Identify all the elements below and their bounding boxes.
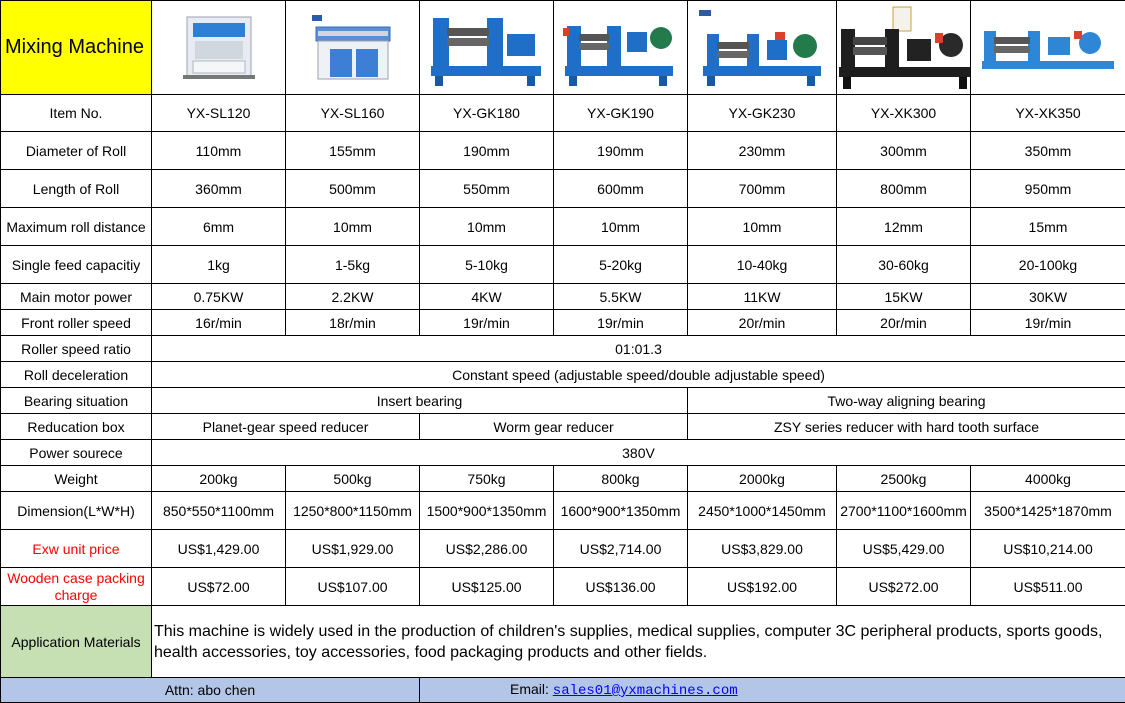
- cell-dimension: 3500*1425*1870mm: [971, 492, 1125, 530]
- cell-weight: 2500kg: [837, 466, 971, 492]
- cell-diameter: 350mm: [971, 132, 1125, 170]
- cell-length: 600mm: [554, 170, 688, 208]
- cell-speed: 16r/min: [152, 310, 286, 336]
- machine-image-5: [688, 1, 837, 95]
- cell-model: YX-XK300: [837, 95, 971, 132]
- row-label: Reducation box: [1, 414, 152, 440]
- machine-image-3: [420, 1, 554, 95]
- row-label: Bearing situation: [1, 388, 152, 414]
- two-roll-mill-blue-icon: [978, 13, 1118, 83]
- row-speed: [1, 310, 1125, 336]
- cell-bearing-twoway: Two-way aligning bearing: [688, 388, 1125, 414]
- row-label: Diameter of Roll: [1, 132, 152, 170]
- cell-speed: 19r/min: [971, 310, 1125, 336]
- cell-packing: US$136.00: [554, 568, 688, 606]
- cell-motor: 11KW: [688, 284, 837, 310]
- cell-motor: 0.75KW: [152, 284, 286, 310]
- cell-length: 800mm: [837, 170, 971, 208]
- row-power: [1, 440, 1125, 466]
- cell-length: 360mm: [152, 170, 286, 208]
- row-label: Single feed capacitiy: [1, 246, 152, 284]
- cell-motor: 5.5KW: [554, 284, 688, 310]
- two-roll-mill-blue-icon: [697, 8, 827, 88]
- image-row: [1, 1, 1125, 95]
- cell-feed: 5-20kg: [554, 246, 688, 284]
- cell-feed: 5-10kg: [420, 246, 554, 284]
- cell-model: YX-GK180: [420, 95, 554, 132]
- cell-motor: 15KW: [837, 284, 971, 310]
- cell-max-distance: 12mm: [837, 208, 971, 246]
- cell-feed: 30-60kg: [837, 246, 971, 284]
- cell-length: 950mm: [971, 170, 1125, 208]
- email-label: Email:: [510, 681, 549, 697]
- cell-diameter: 155mm: [286, 132, 420, 170]
- cell-length: 500mm: [286, 170, 420, 208]
- footer-email: [420, 678, 1125, 703]
- lab-mill-white-blue-icon: [308, 13, 398, 83]
- cell-speed: 20r/min: [837, 310, 971, 336]
- row-label: Weight: [1, 466, 152, 492]
- cell-weight: 750kg: [420, 466, 554, 492]
- cell-length: 550mm: [420, 170, 554, 208]
- row-ratio: [1, 336, 1125, 362]
- application-label: Application Materials: [1, 606, 152, 678]
- cell-packing: US$72.00: [152, 568, 286, 606]
- cell-packing: US$511.00: [971, 568, 1125, 606]
- two-roll-mill-black-icon: [837, 5, 971, 91]
- cell-feed: 10-40kg: [688, 246, 837, 284]
- cell-dimension: 1250*800*1150mm: [286, 492, 420, 530]
- cell-max-distance: 10mm: [688, 208, 837, 246]
- row-diameter: [1, 132, 1125, 170]
- cell-price: US$1,429.00: [152, 530, 286, 568]
- attn-name: abo chen: [197, 682, 256, 698]
- attn-label: Attn:: [164, 682, 194, 698]
- cell-motor: 30KW: [971, 284, 1125, 310]
- cell-dimension: 1500*900*1350mm: [420, 492, 554, 530]
- footer-attn: [1, 678, 420, 703]
- cell-max-distance: 10mm: [286, 208, 420, 246]
- row-label: Dimension(L*W*H): [1, 492, 152, 530]
- cell-motor: 2.2KW: [286, 284, 420, 310]
- two-roll-mill-blue-icon: [427, 8, 547, 88]
- cell-model: YX-SL120: [152, 95, 286, 132]
- cell-model: YX-SL160: [286, 95, 420, 132]
- cell-feed: 1-5kg: [286, 246, 420, 284]
- cell-weight: 4000kg: [971, 466, 1125, 492]
- cell-feed: 20-100kg: [971, 246, 1125, 284]
- cell-reducer-worm: Worm gear reducer: [420, 414, 688, 440]
- cell-model: YX-GK190: [554, 95, 688, 132]
- cell-diameter: 230mm: [688, 132, 837, 170]
- cell-diameter: 300mm: [837, 132, 971, 170]
- footer-row: [1, 678, 1125, 703]
- row-label: Front roller speed: [1, 310, 152, 336]
- cell-feed: 1kg: [152, 246, 286, 284]
- cell-model: YX-GK230: [688, 95, 837, 132]
- cell-weight: 2000kg: [688, 466, 837, 492]
- two-roll-mill-blue-icon: [561, 8, 681, 88]
- cell-speed: 19r/min: [420, 310, 554, 336]
- row-max-distance: [1, 208, 1125, 246]
- cell-max-distance: 10mm: [554, 208, 688, 246]
- machine-image-7: [971, 1, 1125, 95]
- cell-dimension: 2700*1100*1600mm: [837, 492, 971, 530]
- cell-packing: US$107.00: [286, 568, 420, 606]
- cell-diameter: 190mm: [420, 132, 554, 170]
- cell-speed: 20r/min: [688, 310, 837, 336]
- table-title: Mixing Machine: [1, 1, 152, 95]
- cell-max-distance: 10mm: [420, 208, 554, 246]
- cell-deceleration: Constant speed (adjustable speed/double adjustable speed): [152, 362, 1125, 388]
- machine-image-4: [554, 1, 688, 95]
- cell-speed: 19r/min: [554, 310, 688, 336]
- cell-dimension: 2450*1000*1450mm: [688, 492, 837, 530]
- cell-weight: 200kg: [152, 466, 286, 492]
- application-text: This machine is widely used in the production of children's supplies, medical supplies, computer 3C peripheral products, sports goods, health accessories, toy accessories, food packaging products and other fields.: [152, 606, 1125, 678]
- cell-diameter: 190mm: [554, 132, 688, 170]
- row-dimension: [1, 492, 1125, 530]
- row-label: Power sourece: [1, 440, 152, 466]
- row-item-no: [1, 95, 1125, 132]
- row-label: Length of Roll: [1, 170, 152, 208]
- cell-diameter: 110mm: [152, 132, 286, 170]
- cell-packing: US$192.00: [688, 568, 837, 606]
- row-label-packing: Wooden case packing charge: [1, 568, 152, 606]
- row-deceleration: [1, 362, 1125, 388]
- row-bearing: [1, 388, 1125, 414]
- cell-power: 380V: [152, 440, 1125, 466]
- cell-weight: 500kg: [286, 466, 420, 492]
- cell-motor: 4KW: [420, 284, 554, 310]
- row-length: [1, 170, 1125, 208]
- machine-image-2: [286, 1, 420, 95]
- row-weight: [1, 466, 1125, 492]
- row-price: [1, 530, 1125, 568]
- cell-bearing-insert: Insert bearing: [152, 388, 688, 414]
- row-application: [1, 606, 1125, 678]
- cell-speed: 18r/min: [286, 310, 420, 336]
- cell-model: YX-XK350: [971, 95, 1125, 132]
- machine-image-6: [837, 1, 971, 95]
- cell-max-distance: 6mm: [152, 208, 286, 246]
- row-packing: [1, 568, 1125, 606]
- row-label: Roller speed ratio: [1, 336, 152, 362]
- cell-reducer-planet: Planet-gear speed reducer: [152, 414, 420, 440]
- cell-price: US$2,714.00: [554, 530, 688, 568]
- row-label: Item No.: [1, 95, 152, 132]
- cell-reducer-zsy: ZSY series reducer with hard tooth surface: [688, 414, 1125, 440]
- lab-mill-white-blue-icon: [179, 13, 259, 83]
- cell-price: US$5,429.00: [837, 530, 971, 568]
- cell-length: 700mm: [688, 170, 837, 208]
- row-feed: [1, 246, 1125, 284]
- cell-price: US$3,829.00: [688, 530, 837, 568]
- cell-dimension: 850*550*1100mm: [152, 492, 286, 530]
- row-motor: [1, 284, 1125, 310]
- cell-max-distance: 15mm: [971, 208, 1125, 246]
- cell-ratio: 01:01.3: [152, 336, 1125, 362]
- row-label: Roll deceleration: [1, 362, 152, 388]
- row-reducation: [1, 414, 1125, 440]
- email-link[interactable]: sales01@yxmachines.com: [552, 683, 738, 699]
- cell-price: US$10,214.00: [971, 530, 1125, 568]
- row-label-price: Exw unit price: [1, 530, 152, 568]
- machine-image-1: [152, 1, 286, 95]
- cell-packing: US$272.00: [837, 568, 971, 606]
- cell-weight: 800kg: [554, 466, 688, 492]
- row-label: Main motor power: [1, 284, 152, 310]
- row-label: Maximum roll distance: [1, 208, 152, 246]
- cell-price: US$1,929.00: [286, 530, 420, 568]
- cell-price: US$2,286.00: [420, 530, 554, 568]
- cell-dimension: 1600*900*1350mm: [554, 492, 688, 530]
- cell-packing: US$125.00: [420, 568, 554, 606]
